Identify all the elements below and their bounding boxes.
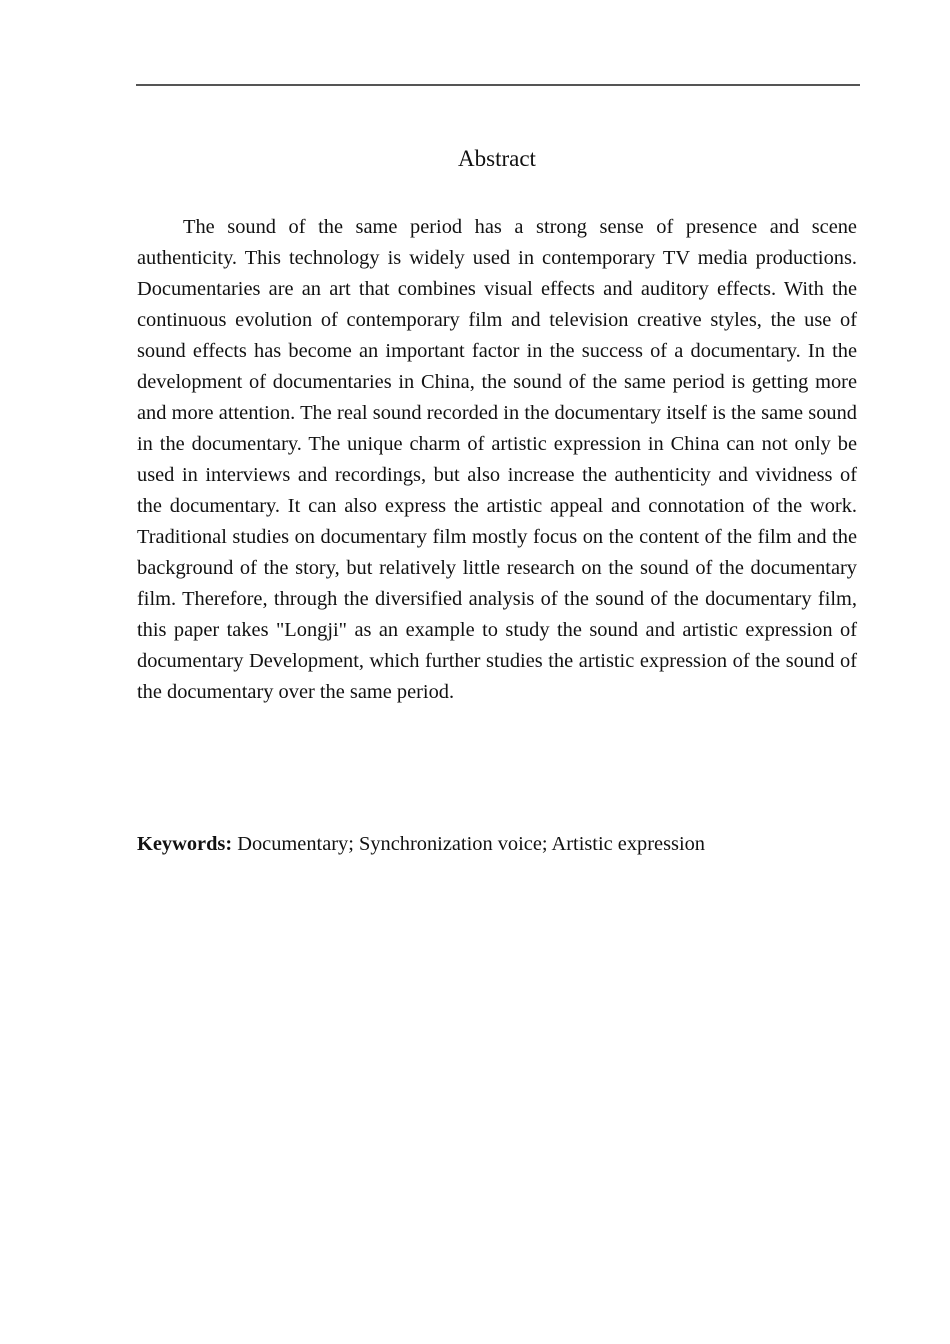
section-title: Abstract (458, 146, 536, 171)
keywords-label: Keywords: (137, 833, 233, 855)
keywords-value: Documentary; Synchronization voice; Artistic expression (232, 833, 705, 855)
keywords-line (137, 829, 857, 860)
abstract-paragraph: The sound of the same period has a strong sense of presence and scene authenticity. This technology is widely used in contemporary TV media productions. Documentaries are an art that combines visual effects and auditory effects. With the continuous evolution of contemporary film and television creative styles, the use of sound effects has become an important factor in the success of a documentary. In the development of documentaries in China, the sound of the same period is getting more and more attention. The real sound recorded in the documentary itself is the same sound in the documentary. The unique charm of artistic expression in China can not only be used in interviews and recordings, but also increase the authenticity and vividness of the documentary. It can also express the artistic appeal and connotation of the work. Traditional studies on documentary film mostly focus on the content of the film and the background of the story, but relatively little research on the sound of the documentary film. Therefore, through the diversified analysis of the sound of the documentary film, this paper takes "Longji" as an example to study the sound and artistic expression of documentary Development, which further studies the artistic expression of the sound of the documentary over the same period. (137, 216, 857, 703)
header-rule (136, 84, 860, 86)
